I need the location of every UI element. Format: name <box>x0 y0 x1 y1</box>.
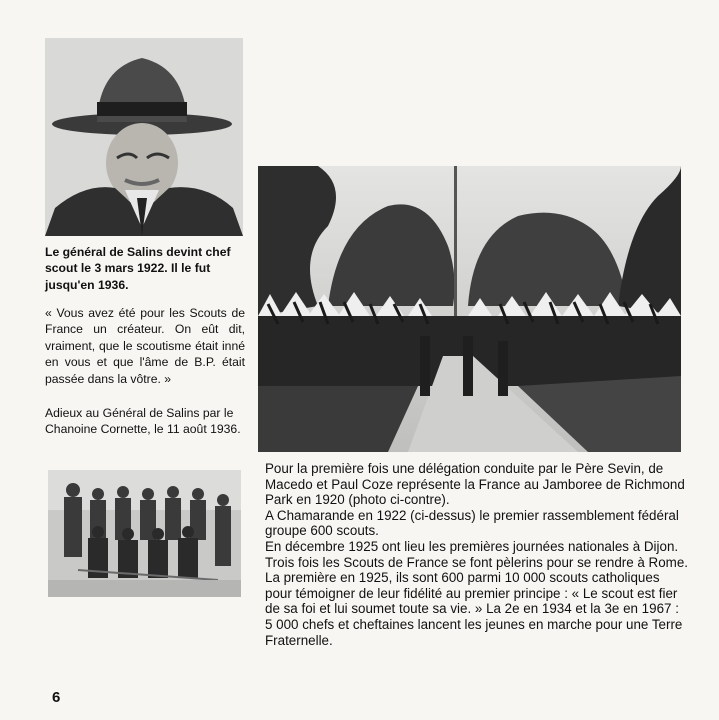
page-number: 6 <box>52 689 61 706</box>
body-text <box>265 461 690 648</box>
body-paragraph: A Chamarande en 1922 (ci-dessus) le premier rassemblement fédéral groupe 600 scouts. <box>265 507 679 539</box>
body-paragraph: Pour la première fois une délégation conduite par le Père Sevin, de Macedo et Paul Coze représente la France au Jamboree de Richmond Park en 1920 (photo ci-contre). <box>265 461 685 508</box>
body-paragraph: Trois fois les Scouts de France se font pèlerins pour se rendre à Rome. La première en 1925, ils sont 600 parmi 10 000 scouts catholiques pour témoigner de leur fidélité au premier principe : « Le scout est fier de sa foi et lui soumet toute sa vie. » La 2e en 1934 et la 3e en 1967 : 5 000 chefs et cheftaines lancent les jeunes en marche pour une Terre Fraternelle. <box>265 554 688 648</box>
quote-attribution: Adieux au Général de Salins par le Chanoine Cornette, le 11 août 1936. <box>45 406 241 437</box>
body-paragraph: En décembre 1925 ont lieu les premières journées nationales à Dijon. <box>265 538 679 554</box>
quote-text: « Vous avez été pour les Scouts de France un créateur. On eût dit, vraiment, que le scoutisme était inné en vous et que l'âme de B.P. était passée dans la vôtre. » <box>45 306 245 386</box>
scout-group-photo <box>48 470 241 597</box>
portrait-photo <box>45 38 243 236</box>
portrait-caption: Le général de Salins devint chef scout le 3 mars 1922. Il le fut jusqu'en 1936. <box>45 245 231 292</box>
jamboree-salute-photo <box>258 166 681 452</box>
